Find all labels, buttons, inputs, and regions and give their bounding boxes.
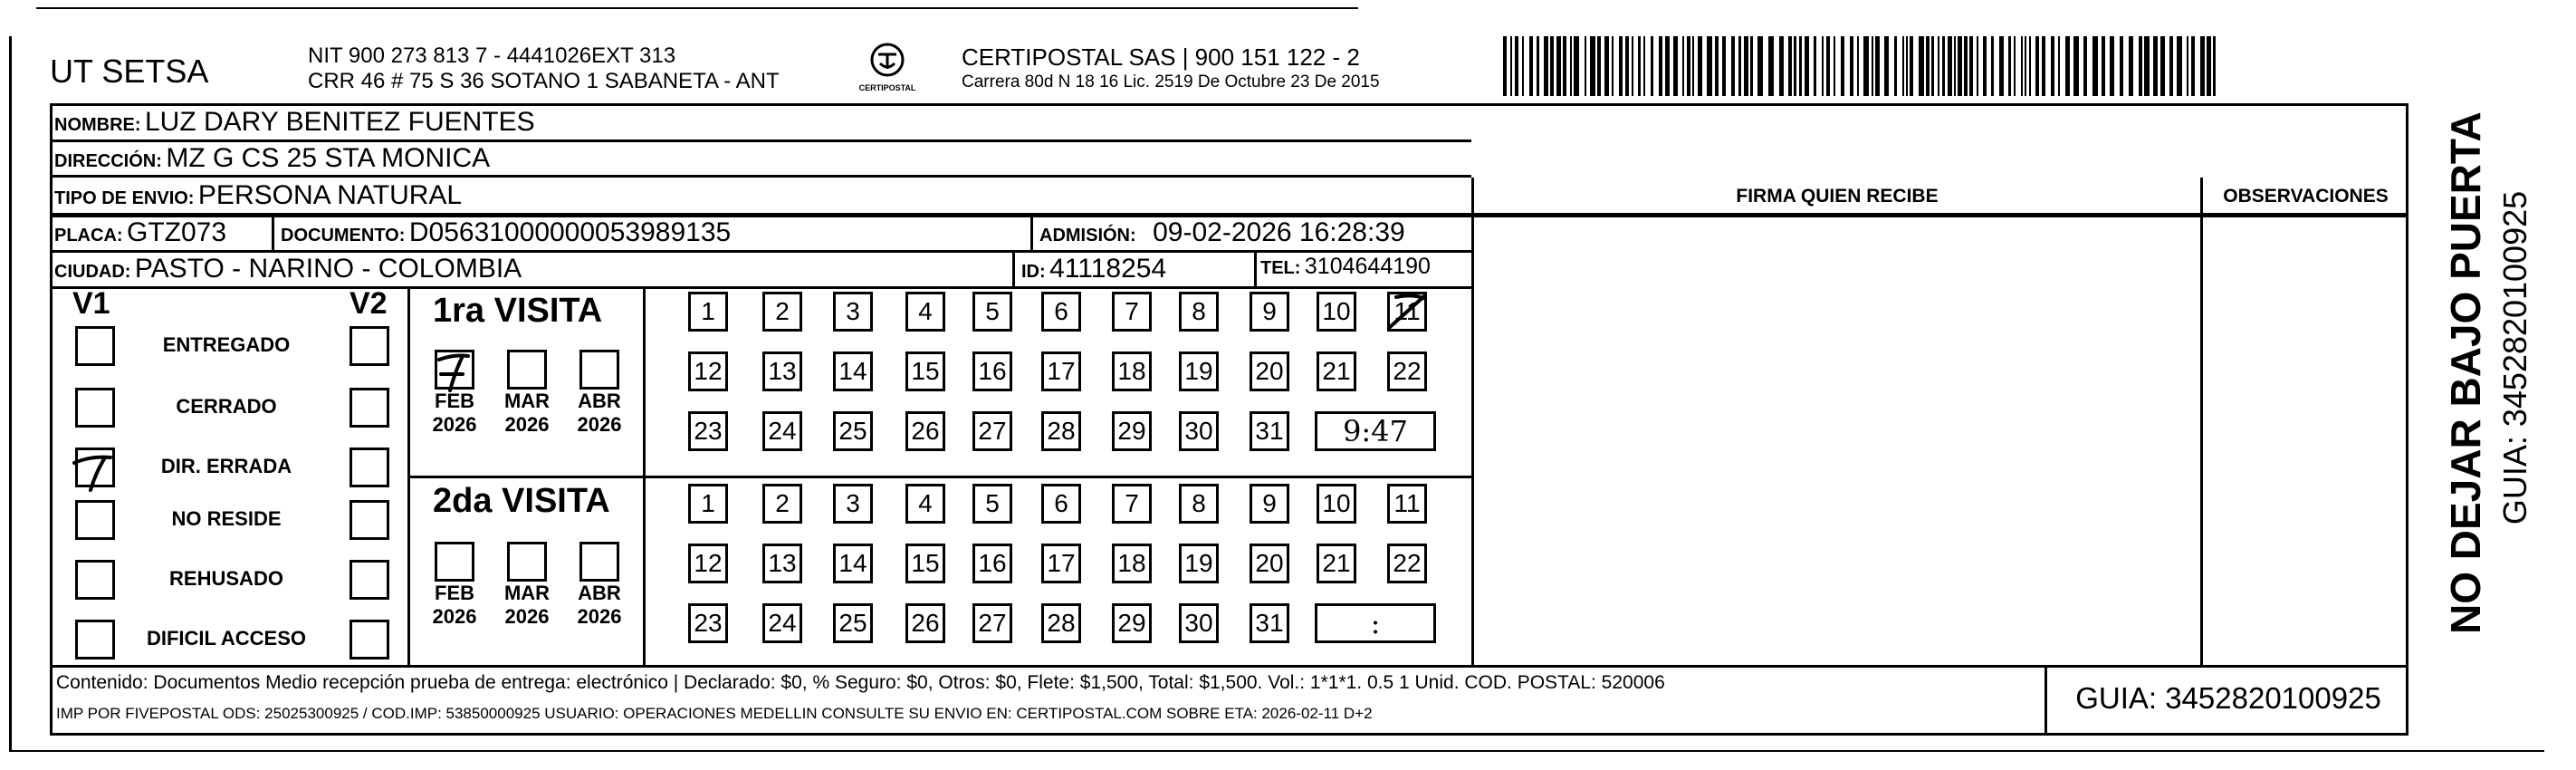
- barcode-bar: [1673, 36, 1678, 96]
- month-checkbox[interactable]: [579, 542, 619, 582]
- day-checkbox[interactable]: 11: [1387, 292, 1427, 332]
- day-checkbox[interactable]: 7: [1112, 292, 1152, 332]
- time-field[interactable]: :: [1315, 603, 1436, 643]
- barcode-bar: [1744, 36, 1748, 96]
- day-checkbox[interactable]: 5: [972, 292, 1012, 332]
- barcode-bar: [2092, 36, 2098, 96]
- barcode-bar: [1570, 36, 1572, 96]
- status-label: DIFICIL ACCESO: [146, 627, 306, 650]
- tel-row: [1260, 254, 1431, 280]
- barcode-bar: [1625, 36, 1629, 96]
- barcode-bar: [1931, 36, 1934, 96]
- day-checkbox[interactable]: 26: [905, 411, 945, 451]
- year-label: 2026: [504, 413, 550, 436]
- barcode-bar: [2120, 36, 2123, 96]
- company-name: UT SETSA: [50, 53, 209, 90]
- barcode-bar: [2014, 36, 2016, 96]
- v2-checkbox[interactable]: [350, 560, 389, 600]
- day-checkbox[interactable]: 11: [1387, 484, 1427, 524]
- second-visit-title: 2da VISITA: [433, 482, 610, 520]
- barcode-bar: [1942, 36, 1945, 96]
- admision-value: 09-02-2026 16:28:39: [1153, 217, 1405, 247]
- month-label: FEB: [435, 582, 474, 604]
- placa-label: PLACA:: [54, 226, 123, 245]
- month-label: ABR: [578, 582, 621, 604]
- day-checkbox[interactable]: 2: [762, 292, 802, 332]
- barcode-bar: [2042, 36, 2045, 96]
- admision-label: ADMISIÓN:: [1039, 226, 1136, 245]
- barcode-bar: [1906, 36, 1908, 96]
- day-checkbox[interactable]: 14: [833, 544, 873, 583]
- placa-value: GTZ073: [127, 217, 227, 247]
- barcode-bar: [1651, 36, 1653, 96]
- year-label: 2026: [504, 605, 550, 628]
- barcode-bar: [2213, 36, 2216, 96]
- certipostal-line: CERTIPOSTAL SAS | 900 151 122 - 2: [962, 43, 1360, 71]
- day-checkbox[interactable]: 17: [1041, 351, 1081, 391]
- barcode-bar: [1902, 36, 1904, 96]
- ciudad-value: PASTO - NARINO - COLOMBIA: [134, 254, 522, 284]
- barcode-bar: [2083, 36, 2087, 96]
- barcode-bar: [1619, 36, 1623, 96]
- nombre-value: LUZ DARY BENITEZ FUENTES: [145, 107, 535, 137]
- barcode-bar: [2021, 36, 2023, 96]
- day-checkbox[interactable]: 30: [1179, 603, 1219, 643]
- barcode-bar: [1872, 36, 1873, 96]
- certipostal-logo: [851, 40, 924, 94]
- barcode-bar: [2160, 36, 2165, 96]
- day-checkbox[interactable]: 17: [1041, 544, 1081, 583]
- barcode-bar: [1529, 36, 1533, 96]
- day-checkbox[interactable]: 31: [1250, 603, 1289, 643]
- direccion-row: [54, 143, 490, 174]
- svg-text:CERTIPOSTAL: CERTIPOSTAL: [858, 83, 916, 92]
- day-checkbox[interactable]: 1: [688, 484, 728, 524]
- v1-header: V1: [72, 286, 110, 321]
- row-divider: [50, 250, 1471, 253]
- row-divider: [50, 175, 1471, 178]
- barcode-bar: [2129, 36, 2133, 96]
- v2-checkbox[interactable]: [350, 388, 389, 428]
- day-checkbox[interactable]: 3: [833, 484, 873, 524]
- barcode-bar: [1857, 36, 1859, 96]
- status-label: ENTREGADO: [162, 333, 291, 356]
- month-checkbox[interactable]: [435, 350, 474, 390]
- day-checkbox[interactable]: 23: [688, 411, 728, 451]
- placa-row: [54, 217, 226, 248]
- day-checkbox[interactable]: 31: [1250, 411, 1289, 451]
- barcode-bar: [1863, 36, 1869, 96]
- barcode-bar: [1585, 36, 1586, 96]
- firma-header: FIRMA QUIEN RECIBE: [1736, 186, 1939, 207]
- page-edge-bottom: [9, 750, 2544, 752]
- ciudad-label: CIUDAD:: [54, 262, 131, 282]
- status-label: REHUSADO: [169, 567, 283, 590]
- tel-label: TEL:: [1260, 258, 1301, 278]
- day-checkbox[interactable]: 14: [833, 351, 873, 391]
- day-checkbox[interactable]: 24: [762, 603, 802, 643]
- barcode-bar: [1510, 36, 1512, 96]
- barcode-bar: [2187, 36, 2188, 96]
- barcode-bar: [1715, 36, 1719, 96]
- barcode-bar: [1991, 36, 1994, 96]
- day-checkbox[interactable]: 29: [1112, 603, 1152, 643]
- first-visit-title: 1ra VISITA: [433, 292, 603, 330]
- day-checkbox[interactable]: 1: [688, 292, 728, 332]
- day-checkbox[interactable]: 15: [905, 351, 945, 391]
- cell-divider: [1030, 215, 1033, 252]
- barcode-bar: [1522, 36, 1524, 96]
- nombre-label: NOMBRE:: [54, 115, 141, 135]
- observaciones-header: OBSERVACIONES: [2223, 186, 2389, 207]
- documento-label: DOCUMENTO:: [281, 226, 406, 245]
- barcode-bar: [2144, 36, 2150, 96]
- day-checkbox[interactable]: 25: [833, 411, 873, 451]
- day-checkbox[interactable]: 20: [1250, 544, 1289, 583]
- cell-divider: [1012, 250, 1015, 287]
- barcode-bar: [1894, 36, 1897, 96]
- day-checkbox[interactable]: 3: [833, 292, 873, 332]
- barcode-bar: [2153, 36, 2158, 96]
- barcode-bar: [1563, 36, 1566, 96]
- barcode-bar: [1665, 36, 1670, 96]
- v1-checkbox[interactable]: [75, 326, 115, 366]
- day-checkbox[interactable]: 16: [972, 351, 1012, 391]
- barcode-bar: [2207, 36, 2211, 96]
- day-checkbox[interactable]: 7: [1112, 484, 1152, 524]
- barcode-bar: [1999, 36, 2004, 96]
- month-checkbox[interactable]: [507, 542, 547, 582]
- admision-row: [1039, 217, 1405, 248]
- year-label: 2026: [432, 605, 477, 628]
- month-label: ABR: [578, 390, 621, 412]
- barcode-bar: [1910, 36, 1913, 96]
- id-row: [1021, 254, 1166, 284]
- day-checkbox[interactable]: 23: [688, 603, 728, 643]
- documento-value: D05631000000053989135: [408, 217, 732, 247]
- v1-checkbox[interactable]: [75, 620, 115, 659]
- barcode-bar: [2058, 36, 2060, 96]
- barcode-bar: [1604, 36, 1609, 96]
- day-checkbox[interactable]: 10: [1317, 484, 1356, 524]
- day-checkbox[interactable]: 22: [1387, 351, 1427, 391]
- day-checkbox[interactable]: 6: [1041, 292, 1081, 332]
- barcode-bar: [2073, 36, 2079, 96]
- barcode-bar: [1841, 36, 1844, 96]
- day-checkbox[interactable]: 12: [688, 544, 728, 583]
- barcode-bar: [1544, 36, 1548, 96]
- day-checkbox[interactable]: 8: [1179, 484, 1219, 524]
- barcode-bar: [1638, 36, 1641, 96]
- tel-value: 3104644190: [1304, 254, 1431, 279]
- day-checkbox[interactable]: 4: [905, 292, 945, 332]
- year-label: 2026: [577, 413, 622, 436]
- barcode-bar: [1822, 36, 1824, 96]
- barcode-bar: [1692, 36, 1694, 96]
- barcode-bar: [1707, 36, 1712, 96]
- day-checkbox[interactable]: 25: [833, 603, 873, 643]
- tipo-row: [54, 180, 462, 211]
- col-divider-obs: [2200, 178, 2203, 667]
- barcode-bar: [2177, 36, 2182, 96]
- barcode-bar: [1779, 36, 1784, 96]
- month-checkbox[interactable]: [507, 350, 547, 390]
- month-checkbox[interactable]: [579, 350, 619, 390]
- observaciones-area[interactable]: [2205, 217, 2407, 663]
- barcode-bar: [1834, 36, 1835, 96]
- cell-divider: [272, 215, 274, 252]
- nit-line: NIT 900 273 813 7 - 4441026EXT 313: [308, 43, 676, 68]
- handwritten-mark-icon: [78, 450, 112, 485]
- day-checkbox[interactable]: 18: [1112, 544, 1152, 583]
- barcode-bar: [1503, 36, 1507, 96]
- barcode-bar: [1682, 36, 1684, 96]
- day-checkbox[interactable]: 5: [972, 484, 1012, 524]
- month-label: FEB: [435, 390, 474, 412]
- footer-guia: GUIA: 3452820100925: [2075, 681, 2381, 715]
- barcode-bar: [1799, 36, 1802, 96]
- barcode-bar: [2008, 36, 2011, 96]
- day-checkbox[interactable]: 16: [972, 544, 1012, 583]
- barcode-bar: [1590, 36, 1595, 96]
- barcode-bar: [1954, 36, 1956, 96]
- barcode-bar: [1687, 36, 1690, 96]
- day-checkbox[interactable]: 26: [905, 603, 945, 643]
- barcode-bar: [1926, 36, 1930, 96]
- day-checkbox[interactable]: 15: [905, 544, 945, 583]
- barcode-bar: [1805, 36, 1809, 96]
- barcode-bar: [1643, 36, 1645, 96]
- barcode-bar: [1750, 36, 1753, 96]
- day-checkbox[interactable]: 24: [762, 411, 802, 451]
- barcode-bar: [1964, 36, 1968, 96]
- day-checkbox[interactable]: 6: [1041, 484, 1081, 524]
- barcode: [1503, 36, 2227, 96]
- barcode-bar: [1722, 36, 1726, 96]
- v1-checkbox[interactable]: [75, 500, 115, 540]
- id-value: 41118254: [1049, 254, 1167, 284]
- v1-checkbox[interactable]: [75, 560, 115, 600]
- day-checkbox[interactable]: 10: [1317, 292, 1356, 332]
- barcode-bar: [2110, 36, 2114, 96]
- day-checkbox[interactable]: 19: [1179, 351, 1219, 391]
- barcode-bar: [1738, 36, 1741, 96]
- day-checkbox[interactable]: 27: [972, 411, 1012, 451]
- v2-checkbox[interactable]: [350, 620, 389, 659]
- v1-checkbox[interactable]: [75, 388, 115, 428]
- barcode-bar: [1969, 36, 1973, 96]
- day-checkbox[interactable]: 9: [1250, 484, 1289, 524]
- barcode-bar: [1632, 36, 1633, 96]
- license-line: Carrera 80d N 18 16 Lic. 2519 De Octubre 23 De 2015: [962, 72, 1380, 91]
- barcode-bar: [2025, 36, 2026, 96]
- barcode-bar: [2139, 36, 2142, 96]
- day-checkbox[interactable]: 22: [1387, 544, 1427, 583]
- day-checkbox[interactable]: 2: [762, 484, 802, 524]
- status-label: CERRADO: [176, 395, 277, 418]
- barcode-bar: [1875, 36, 1880, 96]
- day-checkbox[interactable]: 30: [1179, 411, 1219, 451]
- year-label: 2026: [577, 605, 622, 628]
- address-line: CRR 46 # 75 S 36 SOTANO 1 SABANETA - ANT: [308, 69, 780, 93]
- documento-row: [281, 217, 731, 248]
- day-checkbox[interactable]: 28: [1041, 411, 1081, 451]
- barcode-bar: [1659, 36, 1662, 96]
- barcode-bar: [1938, 36, 1939, 96]
- barcode-bar: [2102, 36, 2105, 96]
- barcode-bar: [1574, 36, 1579, 96]
- barcode-bar: [1731, 36, 1735, 96]
- v2-checkbox[interactable]: [350, 326, 389, 366]
- barcode-bar: [1814, 36, 1816, 96]
- barcode-bar: [1537, 36, 1539, 96]
- handwritten-mark-icon: [436, 351, 472, 387]
- barcode-bar: [1958, 36, 1962, 96]
- day-checkbox[interactable]: 21: [1317, 351, 1356, 391]
- barcode-bar: [1556, 36, 1561, 96]
- tipo-label: TIPO DE ENVIO:: [54, 188, 195, 208]
- day-checkbox[interactable]: 21: [1317, 544, 1356, 583]
- page-edge-left: [9, 36, 12, 752]
- footer-divider: [50, 665, 2408, 668]
- barcode-bar: [1698, 36, 1702, 96]
- month-label: MAR: [503, 582, 551, 604]
- side-guia: GUIA: 3452820100925: [2496, 190, 2533, 525]
- barcode-bar: [2035, 36, 2039, 96]
- barcode-bar: [1515, 36, 1518, 96]
- cell-divider: [1254, 250, 1257, 287]
- day-checkbox[interactable]: 13: [762, 351, 802, 391]
- barcode-bar: [2029, 36, 2031, 96]
- day-checkbox[interactable]: 29: [1112, 411, 1152, 451]
- barcode-bar: [1597, 36, 1601, 96]
- barcode-bar: [1919, 36, 1924, 96]
- side-warning: NO DEJAR BAJO PUERTA: [2442, 111, 2489, 634]
- v2-header: V2: [350, 286, 388, 321]
- row-divider: [50, 286, 1471, 289]
- day-checkbox[interactable]: 4: [905, 484, 945, 524]
- barcode-bar: [2169, 36, 2173, 96]
- barcode-bar: [1788, 36, 1792, 96]
- row-divider: [50, 140, 1471, 142]
- barcode-bar: [2065, 36, 2070, 96]
- direccion-value: MZ G CS 25 STA MONICA: [166, 143, 491, 173]
- ciudad-row: [54, 254, 522, 284]
- barcode-bar: [1794, 36, 1796, 96]
- day-checkbox[interactable]: 20: [1250, 351, 1289, 391]
- imp-line: IMP POR FIVEPOSTAL ODS: 25025300925 / COD.IMP: 53850000925 USUARIO: OPERACIONES MEDELLIN CONSULTE SU ENVIO EN: CERTIPOSTAL.COM SOBRE ETA: 2026-02-11 D+2: [56, 705, 1373, 722]
- v2-checkbox[interactable]: [350, 448, 389, 487]
- col-divider-firma: [1471, 178, 1474, 667]
- id-label: ID:: [1021, 262, 1046, 282]
- barcode-bar: [1884, 36, 1889, 96]
- handwritten-mark-icon: [1387, 292, 1427, 332]
- page-edge-top: [36, 7, 1358, 9]
- barcode-bar: [2200, 36, 2205, 96]
- day-checkbox[interactable]: 27: [972, 603, 1012, 643]
- status-label: NO RESIDE: [171, 507, 282, 530]
- firma-area[interactable]: [1476, 217, 2198, 663]
- footer-guia-divider: [2045, 667, 2047, 736]
- day-checkbox[interactable]: 19: [1179, 544, 1219, 583]
- day-checkbox[interactable]: 18: [1112, 351, 1152, 391]
- barcode-bar: [2191, 36, 2195, 96]
- v1-checkbox[interactable]: [75, 448, 115, 487]
- barcode-bar: [1977, 36, 1978, 96]
- day-checkbox[interactable]: 12: [688, 351, 728, 391]
- v2-checkbox[interactable]: [350, 500, 389, 540]
- visits-split: [407, 476, 1471, 478]
- barcode-bar: [1550, 36, 1554, 96]
- status-label: DIR. ERRADA: [160, 455, 292, 477]
- tipo-value: PERSONA NATURAL: [197, 180, 463, 210]
- direccion-label: DIRECCIÓN:: [54, 151, 162, 171]
- year-label: 2026: [432, 413, 477, 436]
- nombre-row: [54, 107, 535, 138]
- time-field[interactable]: 9:47: [1315, 411, 1436, 451]
- barcode-bar: [2051, 36, 2054, 96]
- barcode-bar: [1768, 36, 1774, 96]
- barcode-bar: [1826, 36, 1830, 96]
- contenido-line: Contenido: Documentos Medio recepción prueba de entrega: electrónico | Declarado: $0, % Seguro: $0, Otros: $0, Flete: $1,500, Total: $1,500. Vol.: 1*1*1. 0.5 1 Unid. COD. POSTAL: 520006: [56, 672, 1665, 693]
- day-checkbox[interactable]: 8: [1179, 292, 1219, 332]
- barcode-bar: [1757, 36, 1763, 96]
- month-label: MAR: [503, 390, 551, 412]
- day-checkbox[interactable]: 28: [1041, 603, 1081, 643]
- barcode-bar: [1612, 36, 1614, 96]
- barcode-bar: [1948, 36, 1952, 96]
- day-checkbox[interactable]: 13: [762, 544, 802, 583]
- barcode-bar: [1983, 36, 1987, 96]
- barcode-bar: [1850, 36, 1853, 96]
- month-checkbox[interactable]: [435, 542, 474, 582]
- day-checkbox[interactable]: 9: [1250, 292, 1289, 332]
